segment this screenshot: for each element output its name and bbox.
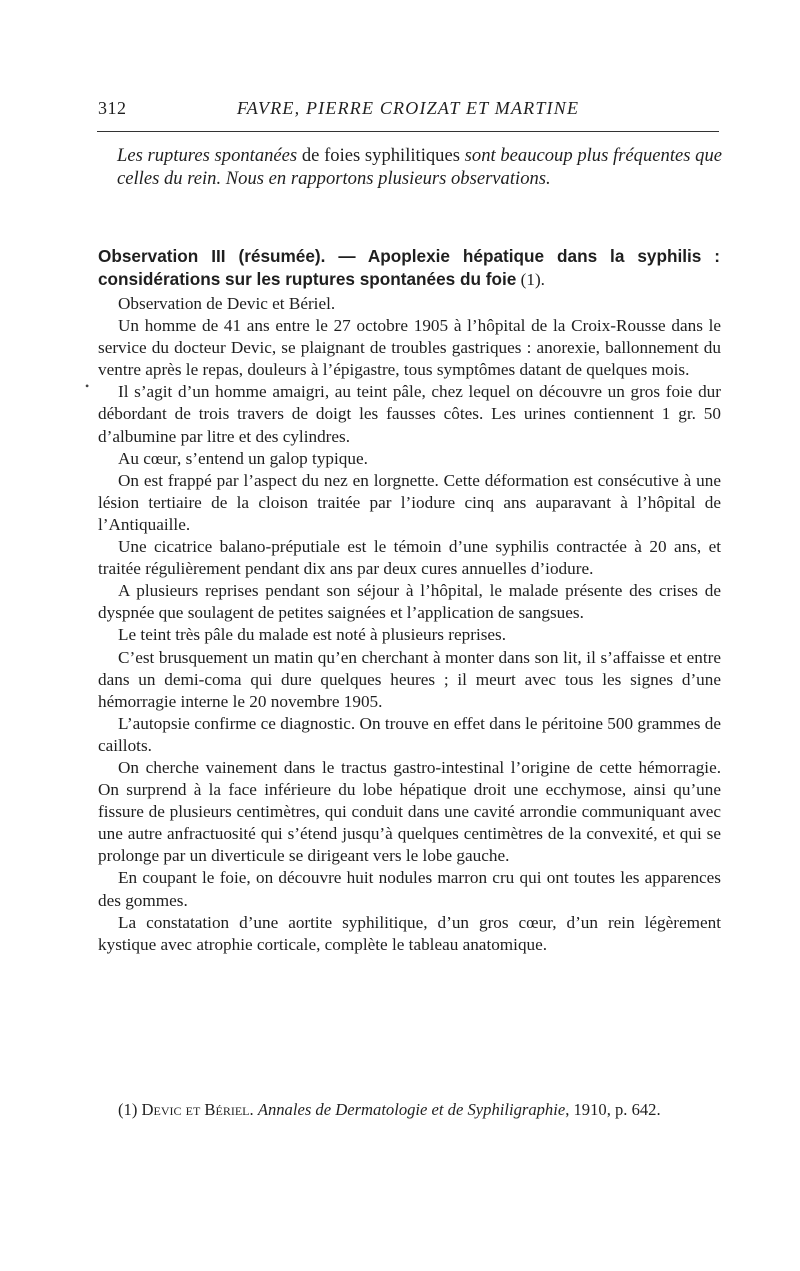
paragraph: On est frappé par l’aspect du nez en lorgnette. Cette déformation est consécutive à une lésion tertiaire de la cloison traitée par l’iodure cinq ans auparavant à l’hôpital de l’Antiquaille. [98,470,721,534]
observation-footnote-ref: (1). [516,270,545,289]
margin-mark: • [85,379,90,393]
paragraph: Au cœur, s’entend un galop typique. [118,448,368,468]
running-title: FAVRE, PIERRE CROIZAT ET MARTINE [236,98,580,118]
footnote-journal: Annales de Dermatologie et de Syphiligraphie [257,1100,566,1119]
footnote-marker: (1) [118,1100,142,1119]
observation-body [98,293,721,956]
intro-roman: de foies syphilitiques [297,145,465,166]
observation-heading-text: Observation III (résumée). — Apoplexie hépatique dans la syphilis : considérations sur les ruptures spontanées du foie [98,246,720,289]
paragraph: Le teint très pâle du malade est noté à plusieurs reprises. [118,625,507,645]
page-number: 312 [98,98,127,118]
paragraph: L’autopsie confirme ce diagnostic. On trouve en effet dans le péritoine 500 grammes de caillots. [98,713,721,755]
footnote-rest: , 1910, p. 642. [565,1100,661,1119]
footnote-authors: Devic et Bériel. [141,1100,254,1119]
paragraph: A plusieurs reprises pendant son séjour à l’hôpital, le malade présente des crises de dyspnée que soulagent de petites saignées et l’application de sangsues. [98,581,721,623]
intro-italic-2: sont beaucoup plus fréquentes que celles du rein. Nous en rapportons plusieurs observations. [117,145,723,189]
paragraph: En coupant le foie, on découvre huit nodules marron cru qui ont toutes les apparences des gommes. [98,868,721,910]
observation-heading [98,245,720,291]
paragraph: La constatation d’une aortite syphilitique, d’un gros cœur, d’un rein légèrement kystique avec atrophie corticale, complète le tableau anatomique. [98,912,721,954]
paragraph: Observation de Devic et Bériel. [118,294,336,313]
running-head [98,98,718,124]
paragraph: On cherche vainement dans le tractus gastro-intestinal l’origine de cette hémorragie. On surprend à la face inférieure du lobe hépatique droit une ecchymose, ainsi qu’une fissure de plusieurs centimètres, qui conduit dans une cavité arrondie communiquant avec une autre anfractuosité qui s’étend jusqu’à quelques centimètres de la convexité, et qui se prolonge par un diverticule se dirigeant vers le lobe gauche. [98,757,721,866]
paragraph: C’est brusquement un matin qu’en cherchant à monter dans son lit, il s’affaisse et entre dans un demi-coma qui dure quelques heures ; il meurt avec tous les signes d’une hémorragie interne le 20 novembre 1905. [98,647,721,711]
intro-paragraph [117,145,722,190]
paragraph: Un homme de 41 ans entre le 27 octobre 1905 à l’hôpital de la Croix-Rousse dans le service du docteur Devic, se plaignant de troubles gastriques : anorexie, ballonnement du ventre après le repas, douleurs à l’épigastre, tous symptômes datant de quelques mois. [98,316,721,380]
paragraph: Une cicatrice balano-préputiale est le témoin d’une syphilis contractée à 20 ans, et traitée régulièrement pendant dix ans par deux cures annuelles d’iodure. [98,537,721,579]
footnote [98,1099,721,1121]
intro-italic-1: Les ruptures spontanées [117,145,298,166]
header-rule [97,131,719,132]
paragraph: Il s’agit d’un homme amaigri, au teint pâle, chez lequel on découvre un gros foie dur débordant de trois travers de doigt les fausses côtes. Les urines contiennent 1 gr. 50 d’albumine par litre et des cylindres. [98,382,721,446]
